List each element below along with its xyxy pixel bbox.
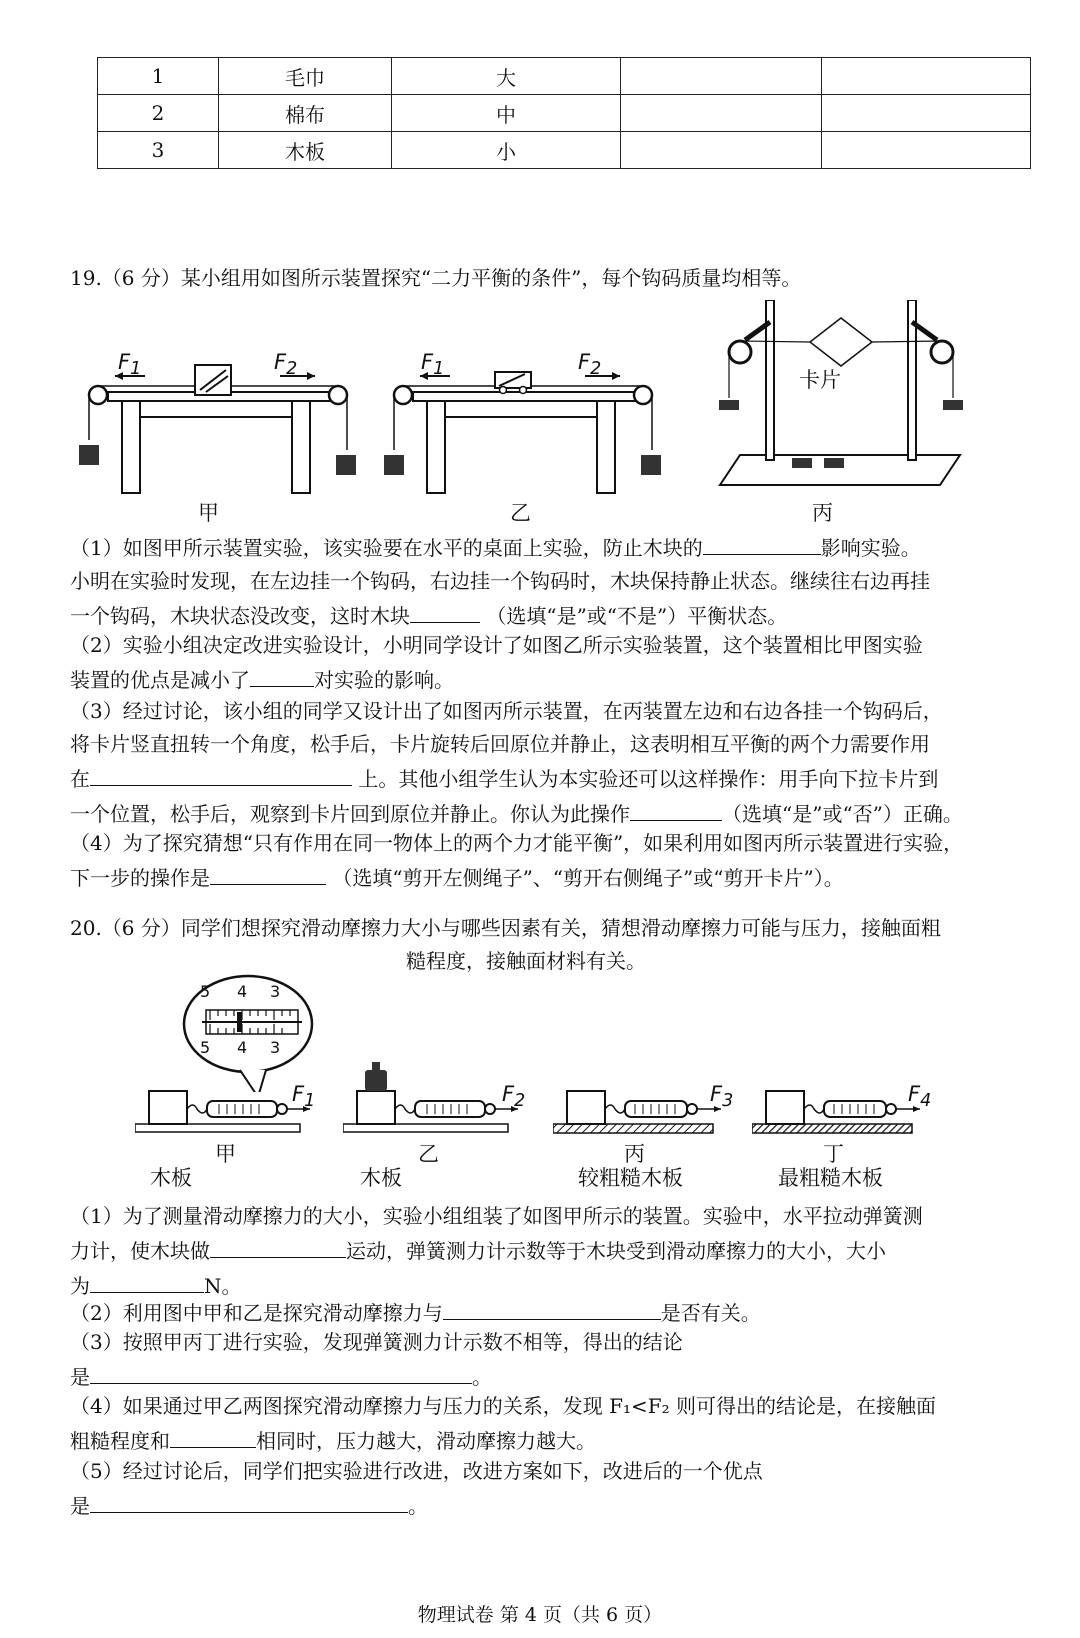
figure-bing-card-stands <box>710 300 980 500</box>
table-cell: 木板 <box>219 132 392 169</box>
table-cell <box>621 95 822 132</box>
q19-part1: （1）如图甲所示装置实验，该实验要在水平的桌面上实验，防止木块的 影响实验。 小明在实验时发现，在左边挂一个钩码，右边挂一个钩码时，木块保持静止状态。继续往右边再挂 一个钩码，木块状态没改变，这时木块 （选填“是”或“不是”）平衡状态。 <box>70 530 1030 633</box>
force-label: $F_1$ <box>292 1082 316 1112</box>
table-cell <box>822 132 1031 169</box>
figure-jia-table-pulleys <box>70 340 360 500</box>
data-table <box>97 57 1031 169</box>
table-row <box>98 95 1031 132</box>
force-label-f2: $F_2$ <box>274 350 298 380</box>
force-label: $F_3$ <box>710 1082 734 1112</box>
table-cell: 2 <box>98 95 219 132</box>
figure-20-ding <box>752 1085 932 1140</box>
table-cell: 中 <box>392 95 621 132</box>
table-cell: 3 <box>98 132 219 169</box>
surface-label: 木板 <box>360 1166 402 1190</box>
force-label-f2: $F_2$ <box>578 350 602 380</box>
figure-20-yi <box>343 1050 526 1140</box>
force-label: $F_2$ <box>502 1082 526 1112</box>
force-label-f1: $F_1$ <box>421 350 445 380</box>
table-cell: 大 <box>392 58 621 95</box>
q20-part1: （1）为了测量滑动摩擦力的大小，实验小组组装了如图甲所示的装置。实验中，水平拉动弹簧测 力计，使木块做 运动，弹簧测力计示数等于木块受到滑动摩擦力的大小，大小 为 N。 <box>70 1204 923 1298</box>
table-cell: 毛巾 <box>219 58 392 95</box>
figure-20-jia <box>135 1085 315 1140</box>
q19-part3: （3）经过讨论，该小组的同学又设计出了如图丙所示装置，在丙装置左边和右边各挂一个钩码后， 将卡片竖直扭转一个角度，松手后，卡片旋转后回原位并静止，这表明相互平衡的两个力需要作用 在 上。其他小组学生认为本实验还可以这样操作：用手向下拉卡片到 一个位置，松手后，观察到卡片回到原位并静止。你认为此操作 （选填“是”或“否”）正确。 <box>70 699 963 826</box>
figure-20-bing <box>553 1085 733 1140</box>
table-cell: 棉布 <box>219 95 392 132</box>
table-row <box>98 58 1031 95</box>
figure-yi-cart-pulleys <box>375 340 665 500</box>
surface-label: 较粗糙木板 <box>578 1166 683 1190</box>
table-cell: 小 <box>392 132 621 169</box>
q19-part4: （4）为了探究猜想“只有作用在同一物体上的两个力才能平衡”，如果利用如图丙所示装置进行实验， 下一步的操作是 （选填“剪开左侧绳子”、“剪开右侧绳子”或“剪开卡片”）。 <box>70 831 964 890</box>
caption-20-bing: 丙 <box>624 1142 645 1166</box>
q19-heading: 19.（6 分）某小组用如图所示装置探究“二力平衡的条件”，每个钩码质量均相等。 <box>70 266 802 290</box>
q20-part2: （2）利用图中甲和乙是探究滑动摩擦力与 是否有关。 <box>70 1295 1030 1330</box>
force-label-f1: $F_1$ <box>118 350 142 380</box>
page-footer: 物理试卷 第 4 页（共 6 页） <box>417 1604 663 1626</box>
scale-num-5: 5 <box>200 1038 211 1057</box>
q20-part3: （3）按照甲丙丁进行实验，发现弹簧测力计示数不相等，得出的结论 是 。 <box>70 1330 683 1389</box>
table-cell <box>822 58 1031 95</box>
q20-part5: （5）经过讨论后，同学们把实验进行改进，改进方案如下，改进后的一个优点 是 。 <box>70 1459 763 1518</box>
table-cell <box>621 132 822 169</box>
scale-num-4: 4 <box>237 982 248 1001</box>
surface-label: 木板 <box>150 1166 192 1190</box>
table-cell <box>621 58 822 95</box>
table-cell <box>822 95 1031 132</box>
caption-20-yi: 乙 <box>418 1142 439 1166</box>
caption-20-jia: 甲 <box>215 1142 236 1166</box>
surface-label: 最粗糙木板 <box>778 1166 883 1190</box>
q20-heading: 20.（6 分）同学们想探究滑动摩擦力大小与哪些因素有关，猜想滑动摩擦力可能与压力，接触面粗 糙程度，接触面材料有关。 <box>70 916 941 973</box>
caption-bing: 丙 <box>812 501 833 525</box>
scale-num-3: 3 <box>270 982 281 1001</box>
q20-part4: （4）如果通过甲乙两图探究滑动摩擦力与压力的关系，发现 F₁<F₂ 则可得出的结论是，在接触面 粗糙程度和 相同时，压力越大，滑动摩擦力越大。 <box>70 1394 936 1453</box>
table-row <box>98 132 1031 169</box>
card-label: 卡片 <box>799 368 841 392</box>
scale-num-5: 5 <box>200 982 211 1001</box>
caption-20-ding: 丁 <box>823 1142 844 1166</box>
caption-yi: 乙 <box>510 501 531 525</box>
scale-num-3: 3 <box>270 1038 281 1057</box>
q19-part2: （2）实验小组决定改进实验设计，小明同学设计了如图乙所示实验装置，这个装置相比甲图实验 装置的优点是减小了 对实验的影响。 <box>70 633 923 692</box>
scale-num-4: 4 <box>237 1038 248 1057</box>
table-cell: 1 <box>98 58 219 95</box>
force-label: $F_4$ <box>908 1082 932 1112</box>
caption-jia: 甲 <box>198 501 219 525</box>
